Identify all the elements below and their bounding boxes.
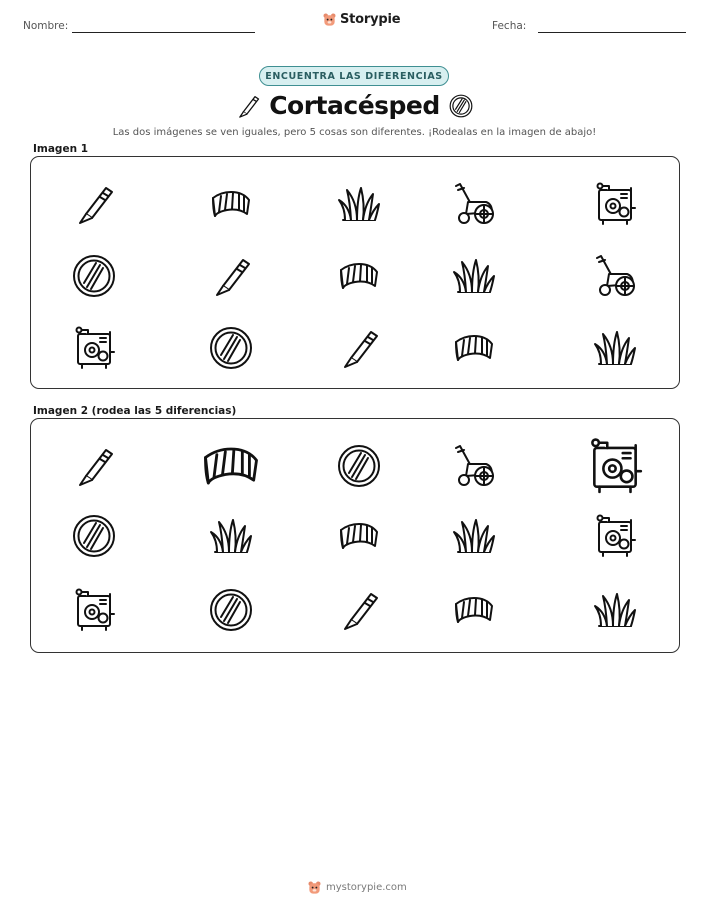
footer-url[interactable]: mystorypie.com	[326, 882, 407, 893]
mascot-icon	[307, 880, 322, 895]
fabric-icon	[335, 252, 383, 300]
lawnmower-icon	[591, 252, 639, 300]
disc-icon[interactable]	[207, 586, 255, 634]
date-line[interactable]	[538, 32, 686, 33]
name-label: Nombre:	[23, 20, 69, 32]
page-title: Cortacésped	[269, 91, 440, 120]
worksheet-badge: ENCUENTRA LAS DIFERENCIAS	[259, 66, 449, 86]
date-label: Fecha:	[492, 20, 527, 32]
engine-icon	[591, 180, 639, 228]
engine-icon	[70, 324, 118, 372]
knife-icon	[70, 180, 118, 228]
knife-icon	[207, 252, 255, 300]
disc-icon	[207, 324, 255, 372]
fabric-icon[interactable]	[450, 586, 498, 634]
disc-icon[interactable]	[70, 512, 118, 560]
lawnmower-icon[interactable]	[450, 442, 498, 490]
fabric-icon[interactable]	[197, 432, 265, 500]
engine-icon[interactable]	[591, 512, 639, 560]
grass-icon[interactable]	[591, 586, 639, 634]
fabric-icon[interactable]	[335, 512, 383, 560]
image-2-panel[interactable]	[30, 418, 680, 653]
image-1-panel	[30, 156, 680, 389]
grass-icon[interactable]	[450, 512, 498, 560]
grass-icon	[591, 324, 639, 372]
lawnmower-icon	[450, 180, 498, 228]
section-label-2: Imagen 2 (rodea las 5 diferencias)	[33, 405, 237, 417]
disc-icon	[448, 93, 474, 119]
footer	[307, 880, 407, 895]
engine-icon[interactable]	[584, 435, 646, 497]
brand-logo	[322, 12, 400, 27]
brand-name: Storypie	[340, 12, 401, 27]
knife-icon	[335, 324, 383, 372]
grass-icon[interactable]	[207, 512, 255, 560]
instructions: Las dos imágenes se ven iguales, pero 5 cosas son diferentes. ¡Rodealas en la imagen de abajo!	[112, 127, 597, 138]
name-line[interactable]	[72, 32, 255, 33]
grass-icon	[450, 252, 498, 300]
section-label-1: Imagen 1	[33, 143, 89, 155]
fabric-icon	[450, 324, 498, 372]
disc-icon	[70, 252, 118, 300]
grass-icon	[335, 180, 383, 228]
fabric-icon	[207, 180, 255, 228]
knife-icon[interactable]	[335, 586, 383, 634]
engine-icon[interactable]	[70, 586, 118, 634]
knife-icon[interactable]	[70, 442, 118, 490]
disc-icon[interactable]	[335, 442, 383, 490]
mascot-icon	[322, 12, 337, 27]
